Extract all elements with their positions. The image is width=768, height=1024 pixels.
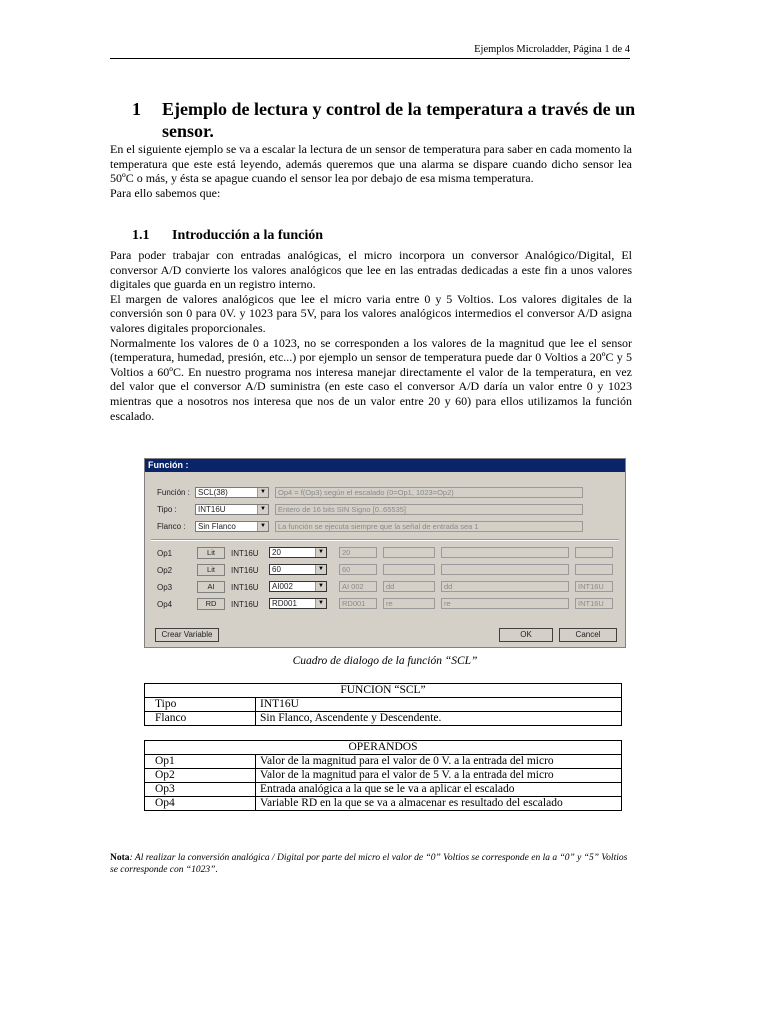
op2-field-1: 60 [339,564,377,575]
table-cell: Entrada analógica a la que se le va a aplicar el escalado [256,783,622,797]
section-1-1-number: 1.1 [132,228,150,243]
paragraph: Normalmente los valores de 0 a 1023, no se corresponden a los valores de la magnitud que lee el sensor (temperatura, humedad, presión, etc...) por ejemplo un sensor de temperatura puede dar 0 Voltios a 20ºC y 5 Voltios a 60ºC. En nuestro programa nos interesa manejar directamente el valor de la temperatura, en vez del valor que el conversor A/D suministra (en este caso el conversor A/D daría un valor entre 0 y 1023 mientras que a nosotros nos interesa que nos de un valor entre 20 y 60) para ellos utilizamos la función escalado. [110,335,632,423]
op1-kind-button[interactable]: Lit [197,547,225,559]
ok-button[interactable]: OK [499,628,553,642]
table-cell: Sin Flanco, Ascendente y Descendente. [256,712,622,726]
table-cell: Flanco [145,712,256,726]
separator [151,539,619,541]
section-1-number: 1 [132,99,141,119]
op1-label: Op1 [157,549,173,558]
table-cell: Valor de la magnitud para el valor de 0 V. a la entrada del micro [256,755,622,769]
create-variable-button[interactable]: Crear Variable [155,628,219,642]
section-1-title: Ejemplo de lectura y control de la temperatura a través de un sensor. [162,99,636,141]
tipo-label: Tipo : [157,505,177,514]
table-cell: Variable RD en la que se va a almacenar es resultado del escalado [256,797,622,811]
chevron-down-icon: ▼ [257,505,268,514]
flanco-select[interactable]: Sin Flanco ▼ [195,521,269,532]
op3-label: Op3 [157,583,173,592]
table-cell: INT16U [256,698,622,712]
dialog-caption: Cuadro de dialogo de la función “SCL” [292,655,478,667]
section-1-1-title: Introducción a la función [172,228,324,243]
op2-value-select[interactable]: 60 ▼ [269,564,327,575]
op1-field-2 [383,547,435,558]
chevron-down-icon: ▼ [315,599,326,608]
chevron-down-icon: ▼ [257,488,268,497]
op4-field-1: RD001 [339,598,377,609]
chevron-down-icon: ▼ [315,565,326,574]
funcion-description: Op4 = f(Op3) según el escalado (0=Op1, 1023=Op2) [275,487,583,498]
page-header: Ejemplos Microladder, Página 1 de 4 [474,44,630,55]
funcion-table-header: FUNCION “SCL” [145,684,622,698]
op4-field-2: re [383,598,435,609]
op4-type: INT16U [231,600,259,609]
table-row [145,769,622,783]
op1-value-select[interactable]: 20 ▼ [269,547,327,558]
chevron-down-icon: ▼ [257,522,268,531]
op3-kind-button[interactable]: AI [197,581,225,593]
op4-value-select[interactable]: RD001 ▼ [269,598,327,609]
op3-field-4: INT16U [575,581,613,592]
table-cell: Tipo [145,698,256,712]
funcion-select[interactable]: SCL(38) ▼ [195,487,269,498]
op2-field-3 [441,564,569,575]
op2-label: Op2 [157,566,173,575]
op3-field-1: AI 002 [339,581,377,592]
section-1-1-body [110,248,632,423]
op2-type: INT16U [231,566,259,575]
table-row [145,712,622,726]
op4-field-3: re [441,598,569,609]
op4-label: Op4 [157,600,173,609]
chevron-down-icon: ▼ [315,548,326,557]
section-1-body [110,142,632,200]
operandos-table [144,740,622,811]
op1-field-4 [575,547,613,558]
table-cell: Op3 [145,783,256,797]
note-text: : Al realizar la conversión analógica / Digital por parte del micro el valor de “0” Voltios se corresponde en la a “0” y “5” Voltios se corresponde con “1023”. [110,853,628,875]
tipo-description: Entero de 16 bits SIN Signo [0..65535] [275,504,583,515]
op3-field-2: dd [383,581,435,592]
op3-type: INT16U [231,583,259,592]
paragraph: Para ello sabemos que: [110,185,221,200]
op2-kind-button[interactable]: Lit [197,564,225,576]
flanco-label: Flanco : [157,522,186,531]
op1-field-3 [441,547,569,558]
note-label: Nota [110,853,130,863]
funcion-table [144,683,622,726]
operandos-table-header: OPERANDOS [145,741,622,755]
table-row [145,755,622,769]
table-row [145,797,622,811]
table-cell: Op4 [145,797,256,811]
op4-field-4: INT16U [575,598,613,609]
op4-kind-button[interactable]: RD [197,598,225,610]
tipo-select[interactable]: INT16U ▼ [195,504,269,515]
table-cell: Op1 [145,755,256,769]
op3-value-select[interactable]: AI002 ▼ [269,581,327,592]
footnote [110,852,632,876]
op2-field-2 [383,564,435,575]
funcion-dialog [144,458,626,648]
header-rule [110,58,630,59]
flanco-description: La función se ejecuta siempre que la señal de entrada sea 1 [275,521,583,532]
op1-field-1: 20 [339,547,377,558]
table-cell: Valor de la magnitud para el valor de 5 V. a la entrada del micro [256,769,622,783]
table-cell: Op2 [145,769,256,783]
op1-type: INT16U [231,549,259,558]
dialog-title: Función : [145,459,625,472]
table-row [145,698,622,712]
table-row [145,783,622,797]
funcion-label: Función : [157,488,190,497]
op2-field-4 [575,564,613,575]
cancel-button[interactable]: Cancel [559,628,617,642]
paragraph: En el siguiente ejemplo se va a escalar la lectura de un sensor de temperatura para saber en cada momento la temperatura que este está leyendo, además queremos que una alarma se dispare cuando dicho sensor lea 50ºC o más, y ésta se apague cuando el sensor lea por debajo de esa misma temperatura. [110,142,632,186]
op3-field-3: dd [441,581,569,592]
paragraph: Para poder trabajar con entradas analógicas, el micro incorpora un conversor Analógico/Digital, El conversor A/D convierte los valores analógicos que lee en las entradas dedicadas a este fin a unos valores digitales que guarda en un registro interno. [110,248,632,292]
chevron-down-icon: ▼ [315,582,326,591]
paragraph: El margen de valores analógicos que lee el micro varia entre 0 y 5 Voltios. Los valores digitales de la conversión son 0 para 0V. y 1023 para 5V, para los valores analógicos intermedios el conversor A/D asigna valores digitales proporcionales. [110,291,632,335]
